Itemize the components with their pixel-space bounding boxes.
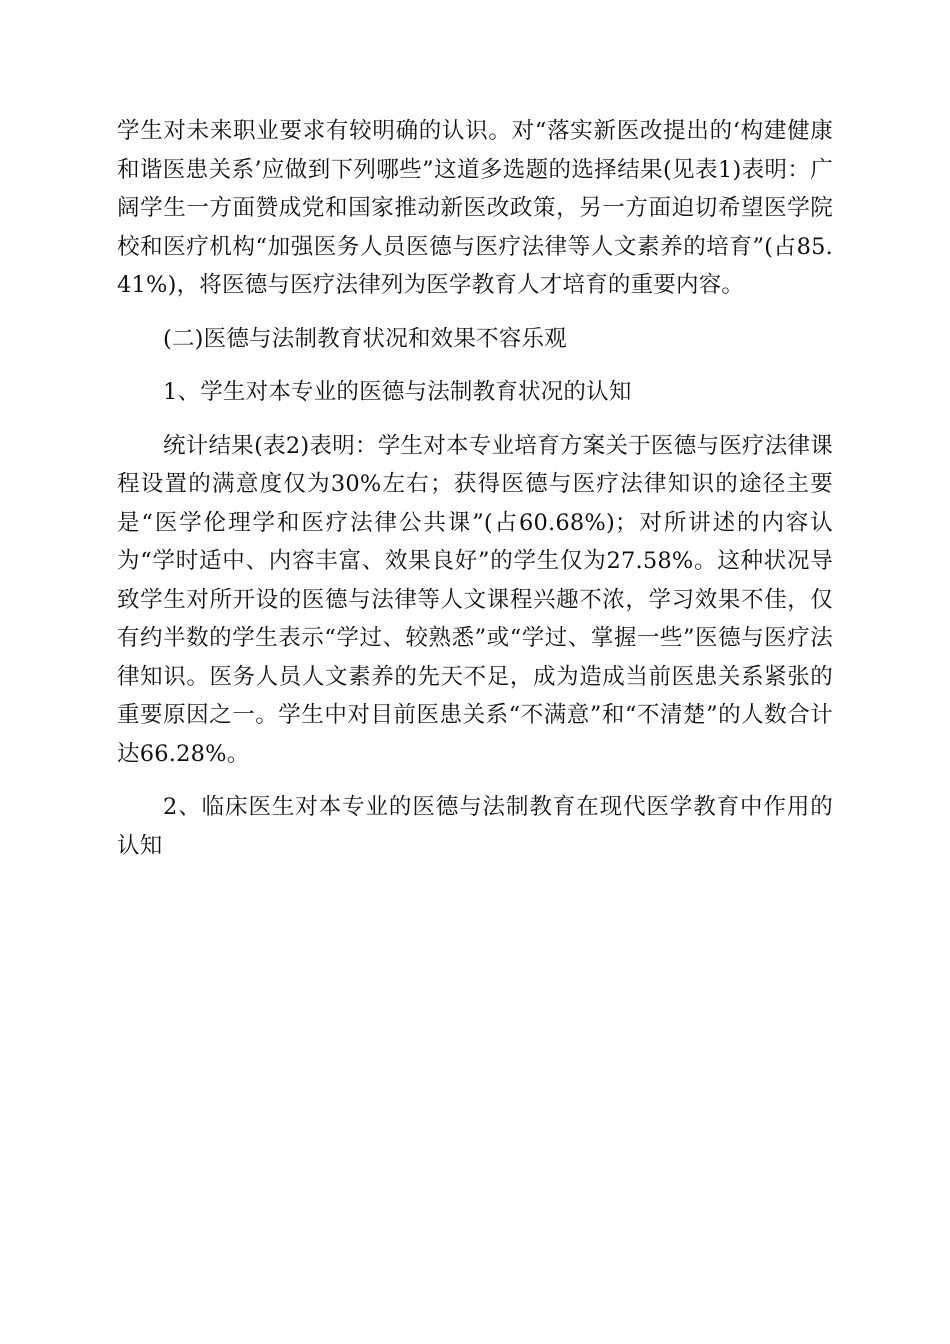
- subsection-heading-1: 1、学生对本专业的医德与法制教育状况的认知: [163, 379, 632, 405]
- section-heading-2: (二)医德与法制教育状况和效果不容乐观: [163, 325, 567, 352]
- document-body: [117, 112, 833, 865]
- subsection-heading-2: 2、临床医生对本专业的医德与法制教育在现代医学教育中作用的认知: [117, 794, 833, 859]
- paragraph-statistics: 统计结果(表2)表明：学生对本专业培育方案关于医德与医疗法律课程设置的满意度仅为30%左右；获得医德与医疗法律知识的途径主要是“医学伦理学和医疗法律公共课”(占60.68%)；对所讲述的内容认为“学时适中、内容丰富、效果良好”的学生仅为27.58%。这种状况导致学生对所开设的医德与法律等人文课程兴趣不浓，学习效果不佳，仅有约半数的学生表示“学过、较熟悉”或“学过、掌握一些”医德与医疗法律知识。医务人员人文素养的先天不足，成为造成当前医患关系紧张的重要原因之一。学生中对目前医患关系“不满意”和“不清楚”的人数合计达66.28%。: [117, 432, 833, 767]
- paragraph-intro-continuation: 学生对未来职业要求有较明确的认识。对“落实新医改提出的‘构建健康和谐医患关系’应做到下列哪些”这道多选题的选择结果(见表1)表明：广阔学生一方面赞成党和国家推动新医改政策，另一方面迫切希望医学院校和医疗机构“加强医务人员医德与医疗法律等人文素养的培育”(占85.41%)，将医德与医疗法律列为医学教育人才培育的重要内容。: [117, 118, 833, 298]
